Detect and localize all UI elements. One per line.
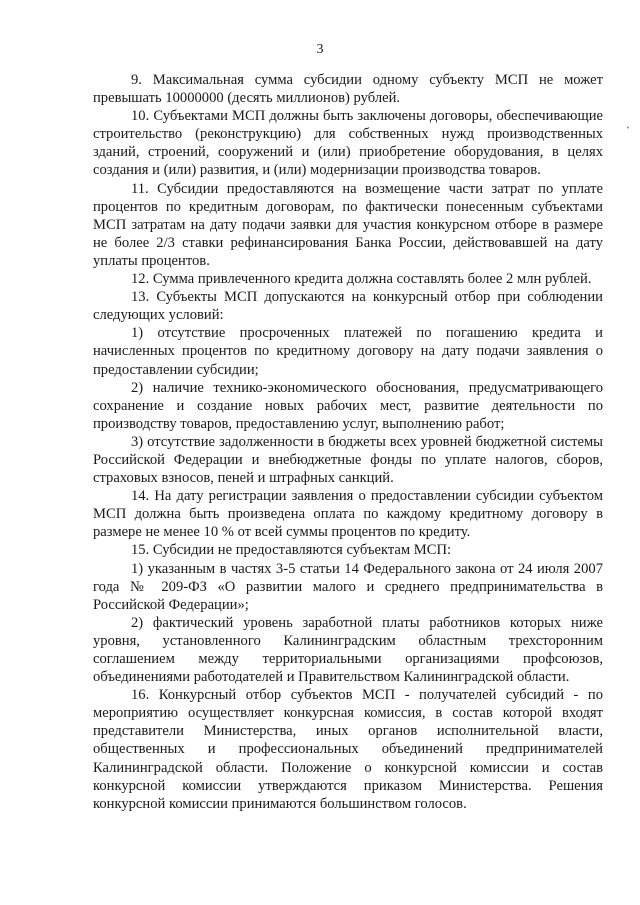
paragraph-13-item-2: 2) наличие технико-экономического обоснования, предусматривающего сохранение и создание новых рабочих мест, развитие деятельности по производству товаров, предоставлению услуг, выполнению работ; xyxy=(93,379,603,432)
paragraph-13-item-1: 1) отсутствие просроченных платежей по погашению кредита и начисленных процентов по кредитному договору на дату подачи заявления о предоставлении субсидии; xyxy=(93,325,603,378)
document-body xyxy=(93,71,603,813)
paragraph-9: 9. Максимальная сумма субсидии одному субъекту МСП не может превышать 10000000 (десять миллионов) рублей. xyxy=(93,72,603,107)
paragraph-15-item-2: 2) фактический уровень заработной платы работников которых ниже уровня, установленного Калининградским областным трехсторонним соглашением между территориальными организациями профсоюзов, объединениями работодателей и Правительством Калининградской области. xyxy=(93,614,603,686)
paragraph-11: 11. Субсидии предоставляются на возмещение части затрат по уплате процентов по кредитным договорам, по фактически понесенным субъектами МСП затратам на дату подачи заявки для участия конкурсном отборе в размере не более 2/3 ставки рефинансирования Банка России, действовавшей на дату уплаты процентов. xyxy=(93,180,603,269)
paragraph-16: 16. Конкурсный отбор субъектов МСП - получателей субсидий - по мероприятию осуществляет конкурсная комиссия, в состав которой входят представители Министерства, иных органов исполнительной власти, общественных и профессиональных объединений предпринимателей Калининградской области. Положение о конкурсной комиссии и состав конкурсной комиссии утверждаются приказом Министерства. Решения конкурсной комиссии принимаются большинством голосов. xyxy=(93,687,603,812)
paragraph-14: 14. На дату регистрации заявления о предоставлении субсидии субъектом МСП должна быть произведена оплата по каждому кредитному договору в размере не менее 10 % от всей суммы процентов по кредиту. xyxy=(93,488,603,541)
margin-mark: ` xyxy=(626,124,630,138)
paragraph-15: 15. Субсидии не предоставляются субъектам МСП: xyxy=(131,542,452,559)
page-number: 3 xyxy=(316,42,324,57)
paragraph-10: 10. Субъектами МСП должны быть заключены договоры, обеспечивающие строительство (реконструкцию) для собственных нужд производственных зданий, строений, сооружений и (или) приобретение оборудования, в целях создания и (или) развития, и (или) модернизации производства товаров. xyxy=(93,108,603,179)
paragraph-13-item-3: 3) отсутствие задолженности в бюджеты всех уровней бюджетной системы Российской Федерации и внебюджетные фонды по уплате налогов, сборов, страховых взносов, пеней и штрафных санкций. xyxy=(93,433,603,487)
paragraph-12: 12. Сумма привлеченного кредита должна составлять более 2 млн рублей. xyxy=(131,271,592,288)
paragraph-13: 13. Субъекты МСП допускаются на конкурсный отбор при соблюдении следующих условий: xyxy=(93,289,603,324)
paragraph-15-item-1: 1) указанным в частях 3-5 статьи 14 Федерального закона от 24 июля 2007 года № 209-ФЗ «О развитии малого и среднего предпринимательства в Российской Федерации»; xyxy=(93,560,603,613)
